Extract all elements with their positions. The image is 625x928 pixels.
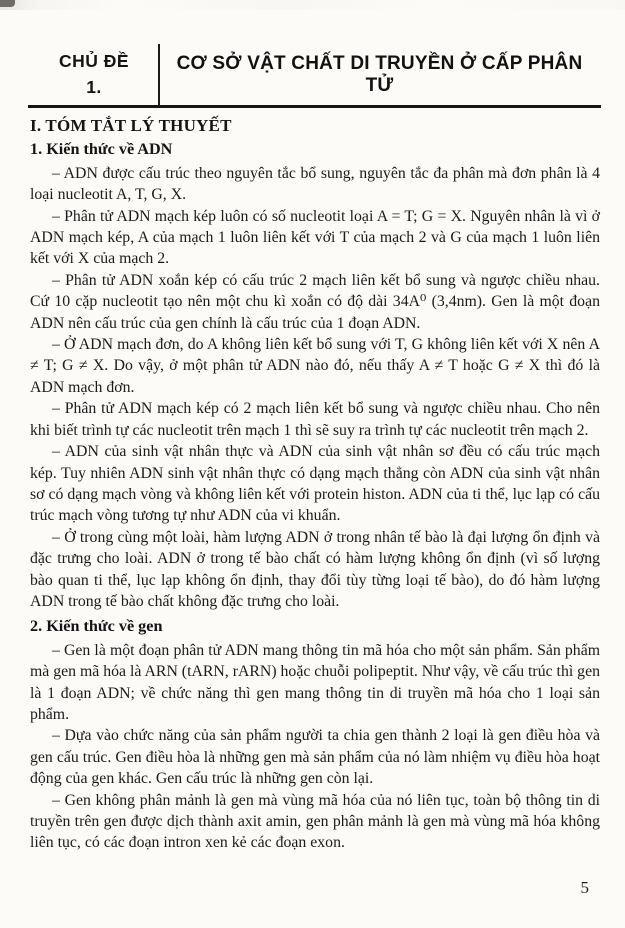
paragraph-adn-6: – ADN của sinh vật nhân thực và ADN của sinh vật nhân sơ đều có cấu trúc mạch kép. Tuy nhiên ADN sinh vật nhân thực có dạng mạch thẳng còn ADN của sinh vật nhân sơ có dạng mạch vòng và không liên kết với protein histon. ADN của ti thể, lục lạp có cấu trúc mạch vòng tương tự như ADN của vi khuẩn. bbox=[30, 443, 600, 525]
paragraph-gen-2: – Dựa vào chức năng của sản phẩm người ta chia gen thành 2 loại là gen điều hòa và gen cấu trúc. Gen điều hòa là những gen mà sản phẩm của nó làm nhiệm vụ điều hòa hoạt động của gen khác. Gen cấu trúc là những gen còn lại. bbox=[30, 727, 600, 788]
topic-label-box bbox=[30, 44, 158, 105]
header-bottom-rule bbox=[28, 105, 601, 108]
section-heading-theory-summary: I. TÓM TẮT LÝ THUYẾT bbox=[30, 116, 232, 135]
page-body bbox=[30, 113, 600, 854]
topic-label-line1: CHỦ ĐỀ bbox=[58, 51, 130, 72]
paragraph-adn-7: – Ở trong cùng một loài, hàm lượng ADN ở trong nhân tế bào là đại lượng ổn định và đặc trưng cho loài. ADN ở trong tế bào chất có hàm lượng không ổn định (vì số lượng bào quan ti thể, lục lạp không ổn định, thay đổi tùy từng loại tế bào), do đó hàm lượng ADN trong tế bào chất không đặc trưng cho loài. bbox=[30, 528, 600, 610]
paragraph-adn-2: – Phân tử ADN mạch kép luôn có số nucleotit loại A = T; G = X. Nguyên nhân là vì ở ADN mạch kép, A của mạch 1 luôn liên kết với T của mạch 2 và G của mạch 1 luôn liên kết với X của mạch 2. bbox=[30, 207, 600, 268]
scan-edge-shading bbox=[0, 0, 625, 10]
paragraph-adn-3: – Phân tử ADN xoắn kép có cấu trúc 2 mạch liên kết bổ sung và ngược chiều nhau. Cứ 10 cặp nucleotit tạo nên một chu kì xoắn có độ dài 34A⁰ (3,4nm). Gen là một đoạn ADN nên cấu trúc của gen chính là cấu trúc của 1 đoạn ADN. bbox=[30, 271, 600, 332]
subsection-heading-adn: 1. Kiến thức về ADN bbox=[30, 140, 173, 159]
subsection-heading-gen: 2. Kiến thức về gen bbox=[30, 617, 163, 636]
scan-smudge-artifact bbox=[0, 0, 15, 7]
topic-label-number: 1. bbox=[86, 76, 102, 97]
chapter-title: CƠ SỞ VẬT CHẤT DI TRUYỀN Ở CẤP PHÂN TỬ bbox=[176, 52, 583, 96]
paragraph-adn-4: – Ở ADN mạch đơn, do A không liên kết bổ sung với T, G không liên kết với X nên A ≠ T; G ≠ X. Do vậy, ở một phân tử ADN nào đó, nếu thấy A ≠ T hoặc G ≠ X thì đó là ADN mạch đơn. bbox=[30, 336, 600, 396]
paragraph-adn-1: – ADN được cấu trúc theo nguyên tắc bổ sung, nguyên tắc đa phân mà đơn phân là 4 loại nucleotit A, T, G, X. bbox=[30, 164, 600, 204]
paragraph-gen-3: – Gen không phân mảnh là gen mà vùng mã hóa của nó liên tục, toàn bộ thông tin di truyền trên gen được dịch thành axit amin, gen phân mảnh là gen mà vùng mã hóa không liên tục, có các đoạn intron xen kẻ các đoạn exon. bbox=[30, 791, 600, 852]
paragraph-gen-1: – Gen là một đoạn phân tử ADN mang thông tin mã hóa cho một sản phẩm. Sản phẩm mà gen mã hóa là ARN (tARN, rARN) hoặc chuỗi polipeptit. Như vậy, về cấu trúc thì gen là 1 đoạn ADN; về chức năng thì gen mang thông tin di truyền mã hóa cho 1 loại sản phẩm. bbox=[30, 641, 600, 723]
chapter-header bbox=[30, 44, 599, 105]
page-number: 5 bbox=[580, 878, 589, 897]
paragraph-adn-5: – Phân tử ADN mạch kép có 2 mạch liên kết bổ sung và ngược chiều nhau. Cho nên khi biết trình tự các nucleotit trên mạch 1 thì sẽ suy ra trình tự các nucleotit trên mạch 2. bbox=[30, 400, 600, 439]
